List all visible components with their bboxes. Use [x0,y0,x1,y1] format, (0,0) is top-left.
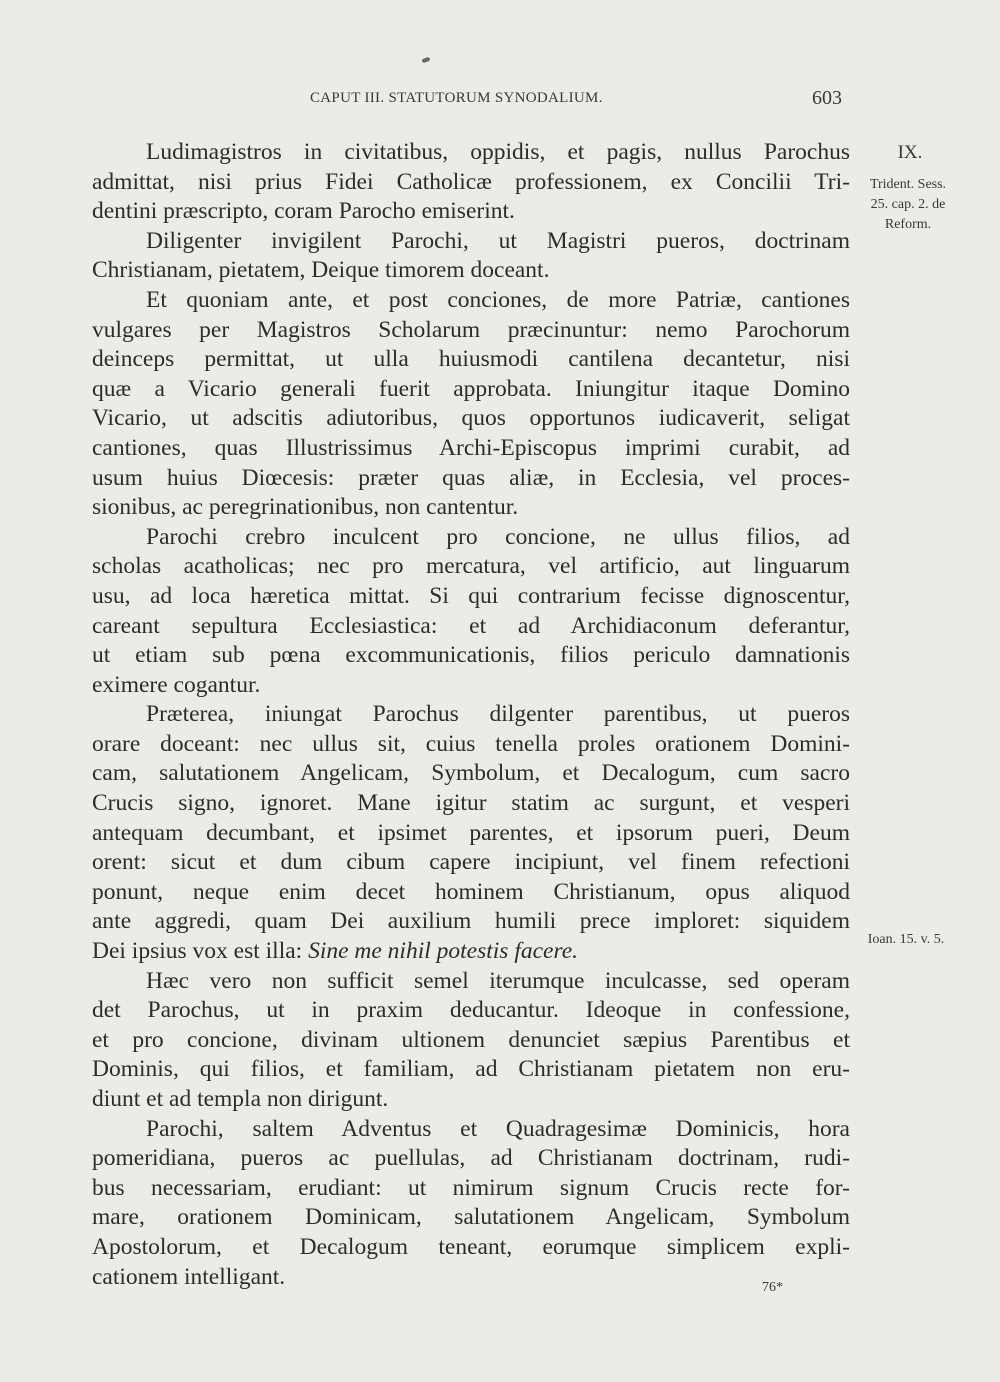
body-text [92,138,850,1292]
margin-note-line: Trident. Sess. [869,177,947,192]
text-line: Hæc vero non sufficit semel iterumque inculcasse, sed operam [146,967,850,994]
text-line: ante aggredi, quam Dei auxilium humili prece imploret: siquidem [92,908,850,935]
text-line: det Parochus, ut in praxim deducantur. Ideoque in confessione, [92,997,850,1024]
text-line: cantiones, quas Illustrissimus Archi-Episcopus imprimi curabit, ad [92,434,850,461]
text-line: mare, orationem Dominicam, salutationem Angelicam, Symbolum [92,1204,850,1231]
text-line: Christianam, pietatem, Deique timorem doceant. [92,257,550,284]
text-line: deinceps permittat, ut ulla huiusmodi cantilena decantetur, nisi [92,346,850,373]
text-fragment: Dei ipsius vox est illa: [92,938,309,965]
text-line: pomeridiana, pueros ac puellulas, ad Christianam doctrinam, rudi- [92,1145,850,1172]
text-line: Crucis signo, ignoret. Mane igitur statim ac surgunt, et vesperi [92,790,850,817]
text-line: orare doceant: nec ullus sit, cuius tenella proles orationem Domini- [92,730,850,757]
text-line: Vicario, ut adscitis adiutoribus, quos opportunos iudicaverit, seligat [92,405,850,432]
text-line: vulgares per Magistros Scholarum præcinuntur: nemo Parochorum [92,316,850,343]
text-line: usu, ad loca hæretica mittat. Si qui contrarium fecisse dignoscentur, [92,582,850,609]
margin-note-line: Reform. [884,217,932,232]
text-line-with-quote [92,937,850,967]
margin-note-line: 25. cap. 2. de [870,197,946,212]
text-line: Et quoniam ante, et post conciones, de more Patriæ, cantiones [146,286,850,313]
text-line: careant sepultura Ecclesiastica: et ad Archidiaconum deferantur, [92,612,850,639]
text-line: diunt et ad templa non dirigunt. [92,1086,389,1112]
text-line: Præterea, iniungat Parochus dilgenter parentibus, ut pueros [146,701,850,728]
text-line: Diligenter invigilent Parochi, ut Magistri pueros, doctrinam [146,227,850,254]
text-line: cationem intelligant. [92,1263,286,1290]
text-line: admittat, nisi prius Fidei Catholicæ professionem, ex Concilii Tri- [92,168,850,195]
margin-note-scripture-reference: Ioan. 15. v. 5. [867,932,945,947]
text-line: et pro concione, divinam ultionem denunciet sæpius Parentibus et [92,1026,850,1053]
page-number: 603 [812,87,842,109]
scripture-quote: Sine me nihil potestis facere. [308,938,579,965]
margin-note-trident-reference [858,175,958,235]
text-line: dentini præscripto, coram Parocho emiserint. [92,198,515,225]
signature-mark: 76* [762,1280,783,1295]
text-line: ut etiam sub pœna excommunicationis, filios periculo damnationis [92,642,850,669]
running-head: CAPUT III. STATUTORUM SYNODALIUM. [310,90,603,106]
text-line: ponunt, neque enim decet hominem Christianum, opus aliquod [92,878,850,905]
text-line: Parochi crebro inculcent pro concione, ne ullus filios, ad [146,523,850,550]
text-line: sionibus, ac peregrinationibus, non cantentur. [92,494,519,521]
text-line: Parochi, saltem Adventus et Quadragesimæ Dominicis, hora [146,1115,850,1142]
margin-note-section-number: IX. [897,142,923,163]
text-line: eximere cogantur. [92,671,261,698]
text-line: quæ a Vicario generali fuerit approbata. Iniungitur itaque Domino [92,375,850,402]
text-line: cam, salutationem Angelicam, Symbolum, et Decalogum, cum sacro [92,760,850,787]
text-line: antequam decumbant, et ipsimet parentes, et ipsorum pueri, Deum [92,819,850,846]
text-line: orent: sicut et dum cibum capere incipiunt, vel finem refectioni [92,849,850,876]
text-line: Ludimagistros in civitatibus, oppidis, et pagis, nullus Parochus [146,139,850,165]
text-line: Dominis, qui filios, et familiam, ad Christianam pietatem non eru- [92,1056,850,1083]
text-line: usum huius Diœcesis: præter quas aliæ, in Ecclesia, vel proces- [92,464,850,491]
ink-smudge [422,57,431,63]
text-line: bus necessariam, erudiant: ut nimirum signum Crucis recte for- [92,1174,850,1201]
text-line: Apostolorum, et Decalogum teneant, eorumque simplicem expli- [92,1233,850,1260]
text-line: scholas acatholicas; nec pro mercatura, vel artificio, aut linguarum [92,553,850,580]
